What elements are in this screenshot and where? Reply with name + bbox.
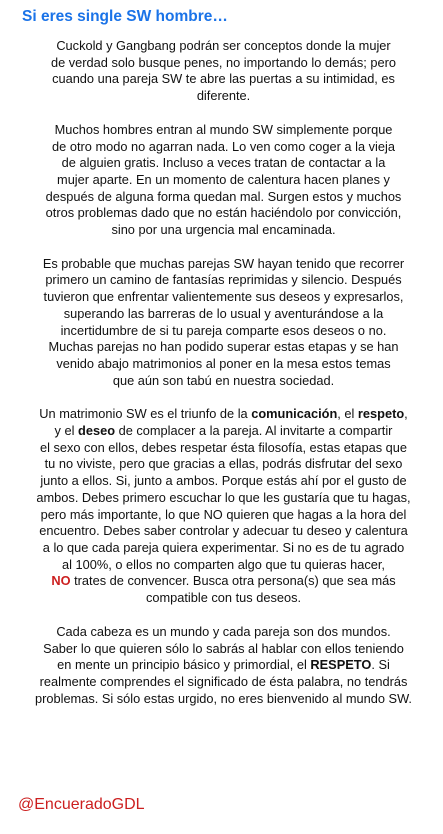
text-segment: pero más importante, lo que NO quieren que hagas a la hora del [40,506,407,522]
text-segment: Cada cabeza es un mundo y cada pareja son dos mundos. [56,623,391,639]
text-line [18,373,429,390]
text-segment: superando las barreras de lo usual y aventurándose a la [63,305,384,321]
text-line [18,289,429,306]
text-line [18,557,429,574]
text-line [18,189,429,206]
text-segment: de alguien gratis. Incluso a veces tratan de contactar a la [61,155,386,171]
text-line [18,406,429,423]
text-line [18,523,429,540]
text-segment: Muchas parejas no han podido superar estas etapas y se han [48,339,399,355]
text-line [18,55,429,72]
text-line [18,155,429,172]
emphasis-red: NO [51,573,71,589]
text-segment: incertidumbre de si tu pareja comparte esos deseos o no. [60,322,387,338]
paragraph [18,406,429,606]
emphasis-bold: comunicación [251,406,338,422]
text-segment: encuentro. Debes saber controlar y adecuar tu deseo y calentura [39,523,408,539]
text-segment: trates de convencer. Busca otra persona(s) que sea más [70,573,396,589]
text-segment: primero un camino de fantasías reprimidas y silencio. Después [45,272,402,288]
text-segment: compatible con tus deseos. [145,590,302,606]
text-line [18,272,429,289]
text-line [18,339,429,356]
emphasis-bold: respeto [357,406,405,422]
text-segment: Es probable que muchas parejas SW hayan tenido que recorrer [42,255,405,271]
text-segment: al 100%, o ellos no comparten algo que tu quieras hacer, [62,556,385,572]
text-line [18,256,429,273]
text-line [18,473,429,490]
text-line [18,440,429,457]
text-line [18,657,429,674]
text-segment: Muchos hombres entran al mundo SW simplemente porque [54,121,393,137]
text-line [18,323,429,340]
text-line [18,674,429,691]
text-line [18,306,429,323]
text-segment: . Si [371,657,390,673]
text-segment: mujer aparte. En un momento de calentura hacen planes y [57,171,390,187]
text-segment: a lo que cada pareja quiera experimentar. Si no es de tu agrado [42,539,405,555]
text-segment: diferente. [196,88,251,104]
text-line [18,38,429,55]
text-line [18,641,429,658]
text-line [18,172,429,189]
text-segment: tuvieron que enfrentar valientemente sus deseos y expresarlos, [43,289,404,305]
text-segment: venido abajo matrimonios al poner en la mesa estos temas [56,355,391,371]
text-segment: en mente un principio básico y primordial, el [57,657,311,673]
emphasis-bold: RESPETO [310,657,372,673]
text-segment: que aún son tabú en nuestra sociedad. [112,372,335,388]
paragraph [18,256,429,390]
text-line [18,540,429,557]
text-line [18,691,429,708]
emphasis-bold: deseo [78,423,116,439]
text-segment: , [404,406,408,422]
text-line [18,573,429,590]
text-line [18,590,429,607]
text-line [18,624,429,641]
text-segment: tu no viviste, pero que gracias a ellas, podrás disfrutar del sexo [44,456,403,472]
text-segment: de verdad solo busque penes, no importando lo demás; pero [50,54,397,70]
text-line [18,490,429,507]
text-segment: Saber lo que quieren sólo lo sabrás al hablar con ellos teniendo [43,640,404,656]
text-line [18,122,429,139]
text-segment: Un matrimonio SW es el triunfo de la [39,406,252,422]
text-segment: ambos. Debes primero escuchar lo que les gustaría que tu hagas, [36,489,411,505]
text-line [18,456,429,473]
text-line [18,205,429,222]
article-body [18,38,429,707]
text-segment: problemas. Si sólo estas urgido, no eres bienvenido al mundo SW. [34,690,412,706]
text-segment: el sexo con ellos, debes respetar ésta filosofía, estas etapas que [39,439,408,455]
text-segment: junto a ellos. Si, junto a ambos. Porque estás ahí por el gusto de [40,473,407,489]
text-line [18,71,429,88]
paragraph [18,122,429,239]
text-line [18,507,429,524]
paragraph [18,624,429,708]
text-segment: de otro modo no agarran nada. Lo ven como coger a la vieja [52,138,395,154]
text-segment: Cuckold y Gangbang podrán ser conceptos donde la mujer [56,38,391,53]
text-segment: de complacer a la pareja. Al invitarte a compartir [115,423,393,439]
text-segment: después de alguna forma quedan mal. Surgen estos y muchos [45,188,402,204]
text-segment: otros problemas dado que no están haciéndolo por convicción, [45,205,402,221]
author-handle[interactable]: @EncueradoGDL [18,796,145,813]
text-line [18,139,429,156]
text-line [18,88,429,105]
text-segment: sino por una urgencia mal encaminada. [111,222,336,238]
paragraph [18,38,429,105]
text-segment: , el [337,406,358,422]
text-line [18,222,429,239]
page-title: Si eres single SW hombre… [22,8,228,25]
text-segment: y el [54,423,79,439]
text-segment: cuando una pareja SW te abre las puertas a su intimidad, es [52,71,395,87]
text-line [18,356,429,373]
text-line [18,423,429,440]
text-segment: realmente comprendes el significado de ésta palabra, no tendrás [39,673,408,689]
